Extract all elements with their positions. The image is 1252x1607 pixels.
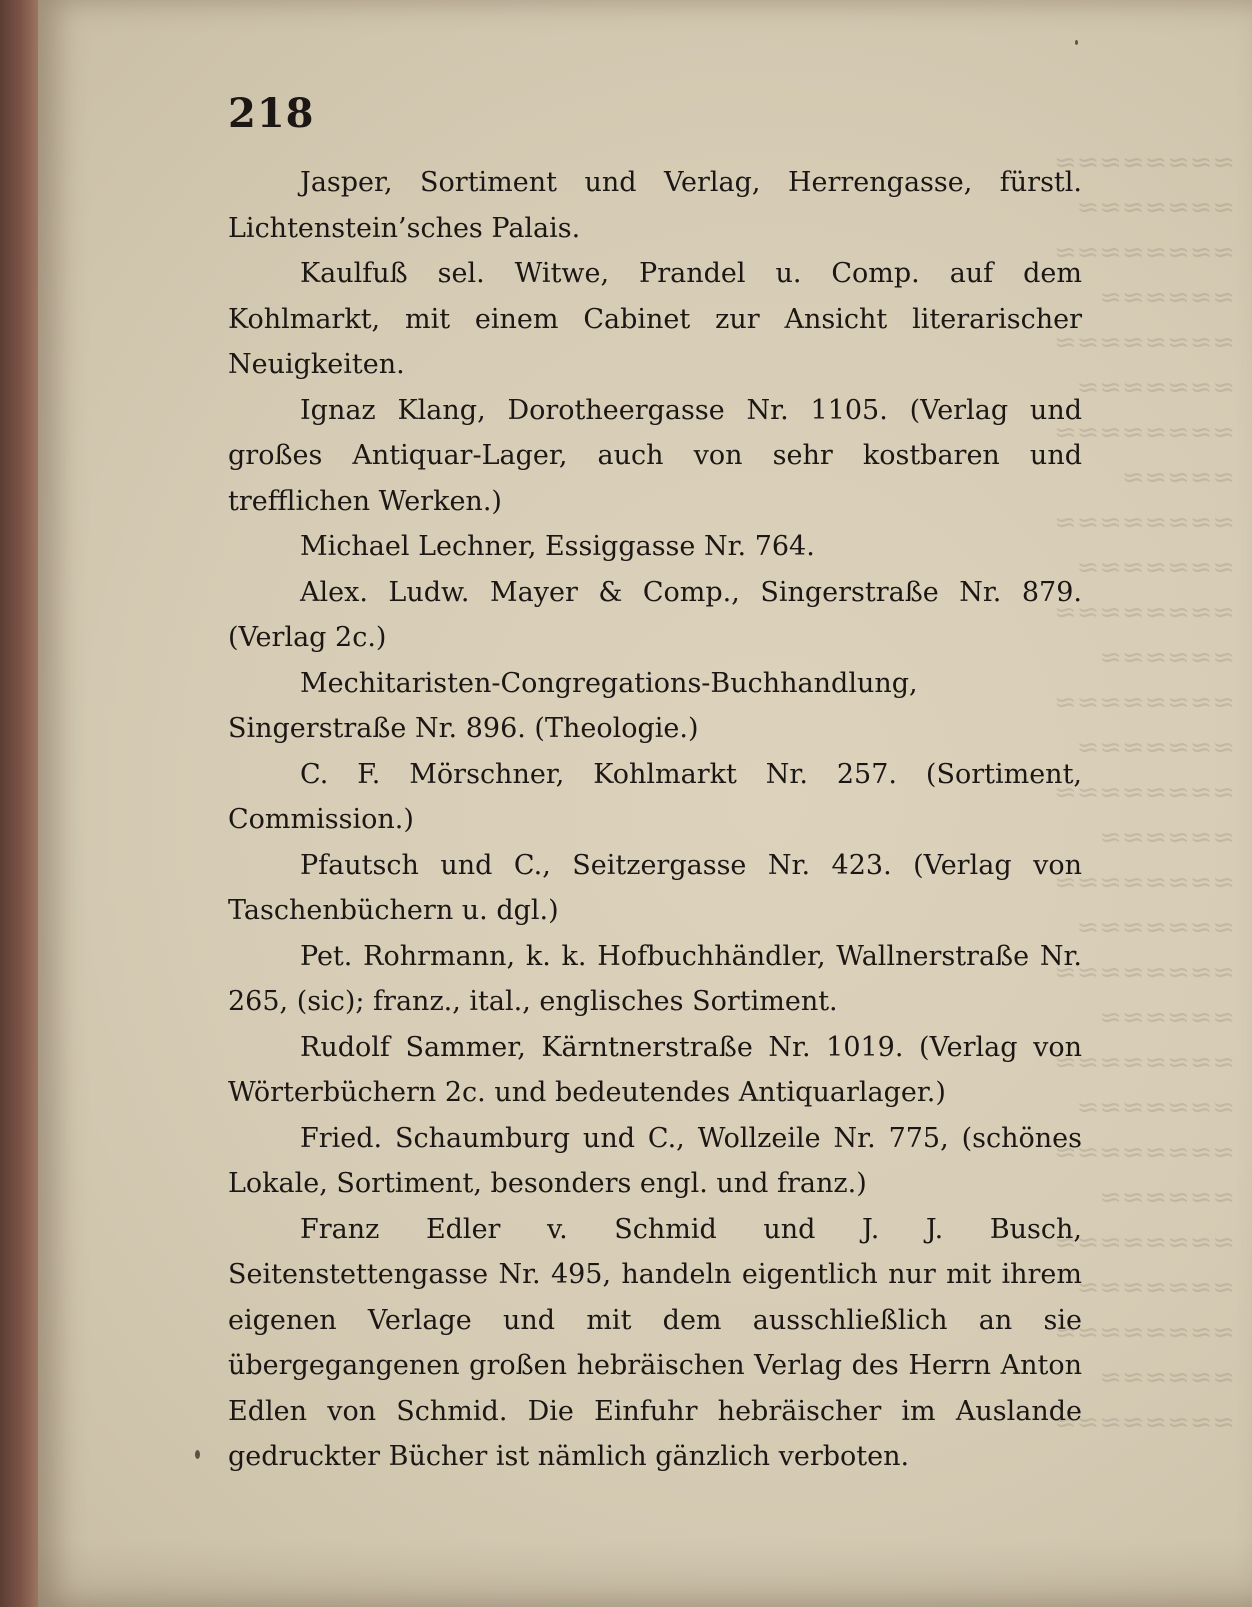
show-through-text: ≈≈≈≈≈≈≈≈ ≈≈≈≈≈≈≈ ≈≈≈≈≈≈≈≈ ≈≈≈≈≈≈ ≈≈≈≈≈≈≈≈ ≈≈≈≈≈≈≈ ≈≈≈≈≈≈≈≈ ≈≈≈≈≈ ≈≈≈≈≈≈≈≈ ≈≈≈≈≈≈≈ ≈≈≈≈≈≈≈≈ ≈≈≈≈≈≈ ≈≈≈≈≈≈≈≈ ≈≈≈≈≈≈≈ ≈≈≈≈≈≈≈≈ ≈≈≈≈≈≈ ≈≈≈≈≈≈≈≈ ≈≈≈≈≈≈≈ ≈≈≈≈≈≈≈≈ ≈≈≈≈≈≈ ≈≈≈≈≈≈≈≈ ≈≈≈≈≈≈≈ ≈≈≈≈≈≈≈≈ ≈≈≈≈≈≈ ≈≈≈≈≈≈≈≈ ≈≈≈≈≈≈≈ ≈≈≈≈≈≈≈≈ ≈≈≈≈≈≈ ≈≈≈≈≈≈≈≈: [1054, 147, 1235, 1438]
bookseller-entry-lechner: Michael Lechner, Essiggasse Nr. 764.: [300, 531, 815, 562]
bookseller-entry-klang: Ignaz Klang, Dorotheergasse Nr. 1105. (Verlag und großes Antiquar-Lager, auch von sehr kostbaren und trefflichen Werken.): [228, 394, 1082, 517]
bookseller-entry-mechitaristen: Mechitaristen-Congregations-Buchhandlung, Singerstraße Nr. 896. (Theologie.): [228, 667, 918, 744]
page-number: 218: [228, 90, 315, 137]
ink-speck: [1075, 40, 1078, 45]
bookseller-entry-mayer: Alex. Ludw. Mayer & Comp., Singerstraße Nr. 879. (Verlag 2c.): [228, 576, 1082, 653]
bookseller-entry-schmid-busch: Franz Edler v. Schmid und J. J. Busch, Seitenstettengasse Nr. 495, handeln eigentlich nur mit ihrem eigenen Verlage und mit dem ausschließlich an sie übergegangenen großen hebräischen Verlag des Herrn Anton Edlen von Schmid. Die Einfuhr hebräischer im Auslande gedruckter Bücher ist nämlich gänzlich verboten.: [228, 1213, 1082, 1472]
page-body-text: [228, 160, 1082, 1480]
bookseller-entry-schaumburg: Fried. Schaumburg und C., Wollzeile Nr. 775, (schönes Lokale, Sortiment, besonders engl. und franz.): [228, 1122, 1082, 1199]
page-shadow: [38, 1540, 1252, 1607]
bookseller-entry-kaulfuss: Kaulfuß sel. Witwe, Prandel u. Comp. auf dem Kohlmarkt, mit einem Cabinet zur Ansicht literarischer Neuigkeiten.: [228, 258, 1082, 380]
ink-speck: [195, 1450, 200, 1459]
bookseller-entry-pfautsch: Pfautsch und C., Seitzergasse Nr. 423. (Verlag von Taschenbüchern u. dgl.): [228, 849, 1082, 926]
bookseller-entry-rohrmann: Pet. Rohrmann, k. k. Hofbuchhändler, Wallnerstraße Nr. 265, (sic); franz., ital., englisches Sortiment.: [228, 940, 1082, 1017]
bookseller-entry-jasper: Jasper, Sortiment und Verlag, Herrengasse, fürstl. Lichtenstein’sches Palais.: [228, 167, 1082, 244]
bookseller-entry-sammer: Rudolf Sammer, Kärntnerstraße Nr. 1019. (Verlag von Wörterbüchern 2c. und bedeutendes Antiquarlager.): [228, 1031, 1082, 1108]
bookseller-entry-moerschner: C. F. Mörschner, Kohlmarkt Nr. 257. (Sortiment, Commission.): [228, 758, 1082, 835]
